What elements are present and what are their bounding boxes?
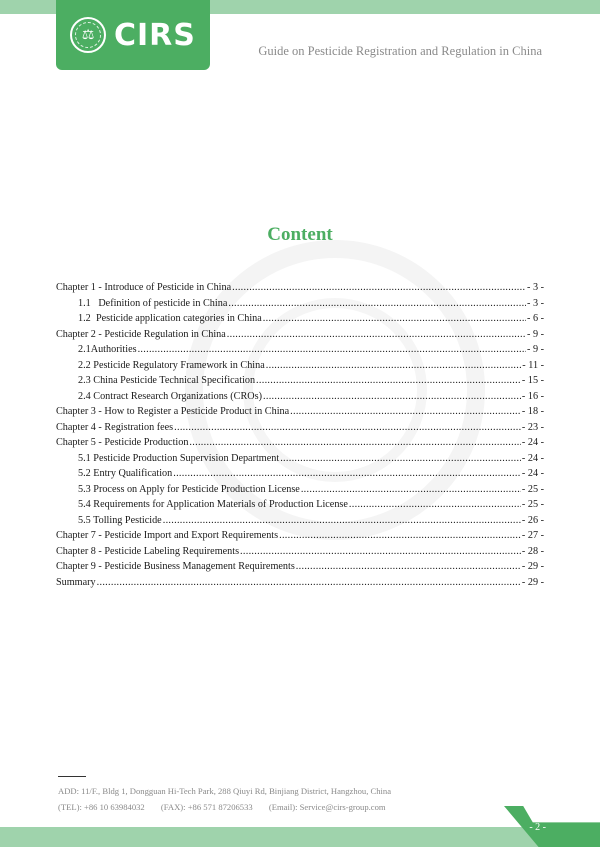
toc-entry[interactable]	[56, 298, 544, 314]
toc-entry-label: Chapter 3 - How to Register a Pesticide Product in China	[56, 406, 290, 417]
toc-entry-label: Chapter 4 - Registration fees	[56, 421, 174, 433]
toc-entry-label: Chapter 1 - Introduce of Pesticide in China	[56, 282, 232, 293]
toc-entry[interactable]	[56, 530, 544, 546]
toc-entry-page: - 29 -	[521, 576, 544, 588]
footer-address: ADD: 11/F., Bldg 1, Dongguan Hi-Tech Park, 288 Qiuyi Rd, Binjiang District, Hangzhou, China	[58, 786, 392, 796]
toc-entry-page: - 15 -	[521, 375, 544, 386]
footer-fax: (FAX): +86 571 87206533	[160, 802, 253, 812]
toc-entry-page: - 3 -	[527, 282, 544, 293]
toc-entry[interactable]	[56, 577, 544, 593]
toc-entry[interactable]	[56, 360, 544, 376]
toc-entry-label: Chapter 9 - Pesticide Business Management Requirements	[56, 561, 295, 572]
toc-dot-leader	[296, 561, 521, 572]
toc-entry[interactable]	[56, 391, 544, 407]
toc-entry-label: 5.4 Requirements for Application Materials of Production License	[78, 499, 348, 510]
toc-dot-leader	[280, 453, 521, 464]
toc-entry[interactable]	[56, 437, 544, 453]
toc-entry-number: 1.1	[78, 297, 91, 309]
toc-entry-label: 2.3 China Pesticide Technical Specification	[78, 375, 256, 386]
toc-entry-page: - 25 -	[521, 483, 544, 495]
toc-entry-label: 5.5 Tolling Pesticide	[78, 514, 162, 526]
cirs-logo	[56, 0, 210, 70]
footer-contact	[58, 802, 400, 812]
toc-entry-label: 5.1 Pesticide Production Supervision Department	[78, 452, 280, 464]
page-number: - 2 -	[529, 822, 546, 833]
toc-entry-label: Summary	[56, 576, 96, 588]
toc-dot-leader	[263, 313, 526, 324]
toc-entry-page: - 23 -	[521, 421, 544, 433]
toc-entry-page: - 16 -	[521, 390, 544, 402]
toc-entry-page: - 24 -	[521, 437, 544, 448]
toc-entry-label: Chapter 2 - Pesticide Regulation in China	[56, 328, 226, 340]
toc-entry-page: - 25 -	[521, 499, 544, 510]
toc-dot-leader	[227, 329, 526, 340]
toc-dot-leader	[301, 484, 521, 495]
toc-entry-page: - 3 -	[527, 297, 544, 309]
toc-dot-leader	[163, 515, 521, 526]
page-title: Content	[267, 224, 333, 245]
toc-dot-leader	[228, 298, 526, 309]
toc-entry[interactable]	[56, 468, 544, 484]
toc-dot-leader	[240, 546, 521, 557]
footer-divider	[58, 776, 86, 777]
toc-entry-label: 5.3 Process on Apply for Pesticide Production License	[78, 483, 300, 495]
toc-entry-page: - 28 -	[521, 545, 544, 557]
toc-entry-page: - 29 -	[521, 561, 544, 572]
toc-entry-label: Pesticide application categories in China	[95, 313, 262, 324]
toc-dot-leader	[232, 282, 526, 293]
bottom-accent-bar	[0, 827, 600, 847]
toc-entry[interactable]	[56, 344, 544, 360]
toc-entry[interactable]	[56, 313, 544, 329]
document-header-title: Guide on Pesticide Registration and Regulation in China	[258, 44, 542, 58]
toc-dot-leader	[97, 577, 521, 588]
toc-dot-leader	[290, 406, 521, 417]
footer-email: (Email): Service@cirs-group.com	[268, 802, 386, 812]
toc-entry-label: 2.4 Contract Research Organizations (CROs)	[78, 390, 262, 402]
toc-entry-page: - 9 -	[527, 344, 544, 355]
toc-entry-page: - 24 -	[521, 468, 544, 479]
table-of-contents	[56, 282, 544, 592]
toc-entry-page: - 26 -	[521, 514, 544, 526]
toc-entry-label: Chapter 8 - Pesticide Labeling Requirements	[56, 545, 240, 557]
toc-entry-label: 2.2 Pesticide Regulatory Framework in China	[78, 359, 265, 371]
toc-entry[interactable]	[56, 282, 544, 298]
toc-dot-leader	[263, 391, 521, 402]
toc-entry-label: Definition of pesticide in China	[98, 297, 228, 309]
toc-entry[interactable]	[56, 546, 544, 562]
toc-entry-page: - 9 -	[527, 328, 544, 340]
toc-entry-page: - 6 -	[527, 313, 544, 324]
toc-entry[interactable]	[56, 561, 544, 577]
toc-dot-leader	[279, 530, 521, 541]
toc-entry[interactable]	[56, 453, 544, 469]
toc-entry-label: 5.2 Entry Qualification	[78, 468, 173, 479]
toc-entry[interactable]	[56, 422, 544, 438]
toc-entry-page: - 18 -	[521, 406, 544, 417]
toc-entry[interactable]	[56, 499, 544, 515]
toc-entry-label: Chapter 5 - Pesticide Production	[56, 437, 189, 448]
scales-seal-icon	[70, 17, 106, 53]
toc-entry-label: Chapter 7 - Pesticide Import and Export Requirements	[56, 530, 279, 541]
toc-entry-page: - 24 -	[521, 452, 544, 464]
toc-entry-label: 2.1Authorities	[78, 344, 137, 355]
toc-entry[interactable]	[56, 484, 544, 500]
scales-icon: ⚖	[81, 27, 95, 43]
logo-text: CIRS	[114, 17, 196, 53]
toc-dot-leader	[138, 344, 526, 355]
toc-entry-page: - 27 -	[521, 530, 544, 541]
toc-dot-leader	[174, 422, 521, 433]
toc-entry[interactable]	[56, 329, 544, 345]
toc-entry[interactable]	[56, 375, 544, 391]
toc-dot-leader	[256, 375, 521, 386]
toc-dot-leader	[349, 499, 521, 510]
toc-dot-leader	[266, 360, 522, 371]
footer-tel: (TEL): +86 10 63984032	[58, 802, 145, 812]
toc-entry[interactable]	[56, 406, 544, 422]
toc-entry-number: 1.2	[78, 313, 91, 324]
toc-entry-page: - 11 -	[522, 359, 544, 371]
toc-dot-leader	[189, 437, 521, 448]
toc-entry[interactable]	[56, 515, 544, 531]
toc-dot-leader	[173, 468, 521, 479]
